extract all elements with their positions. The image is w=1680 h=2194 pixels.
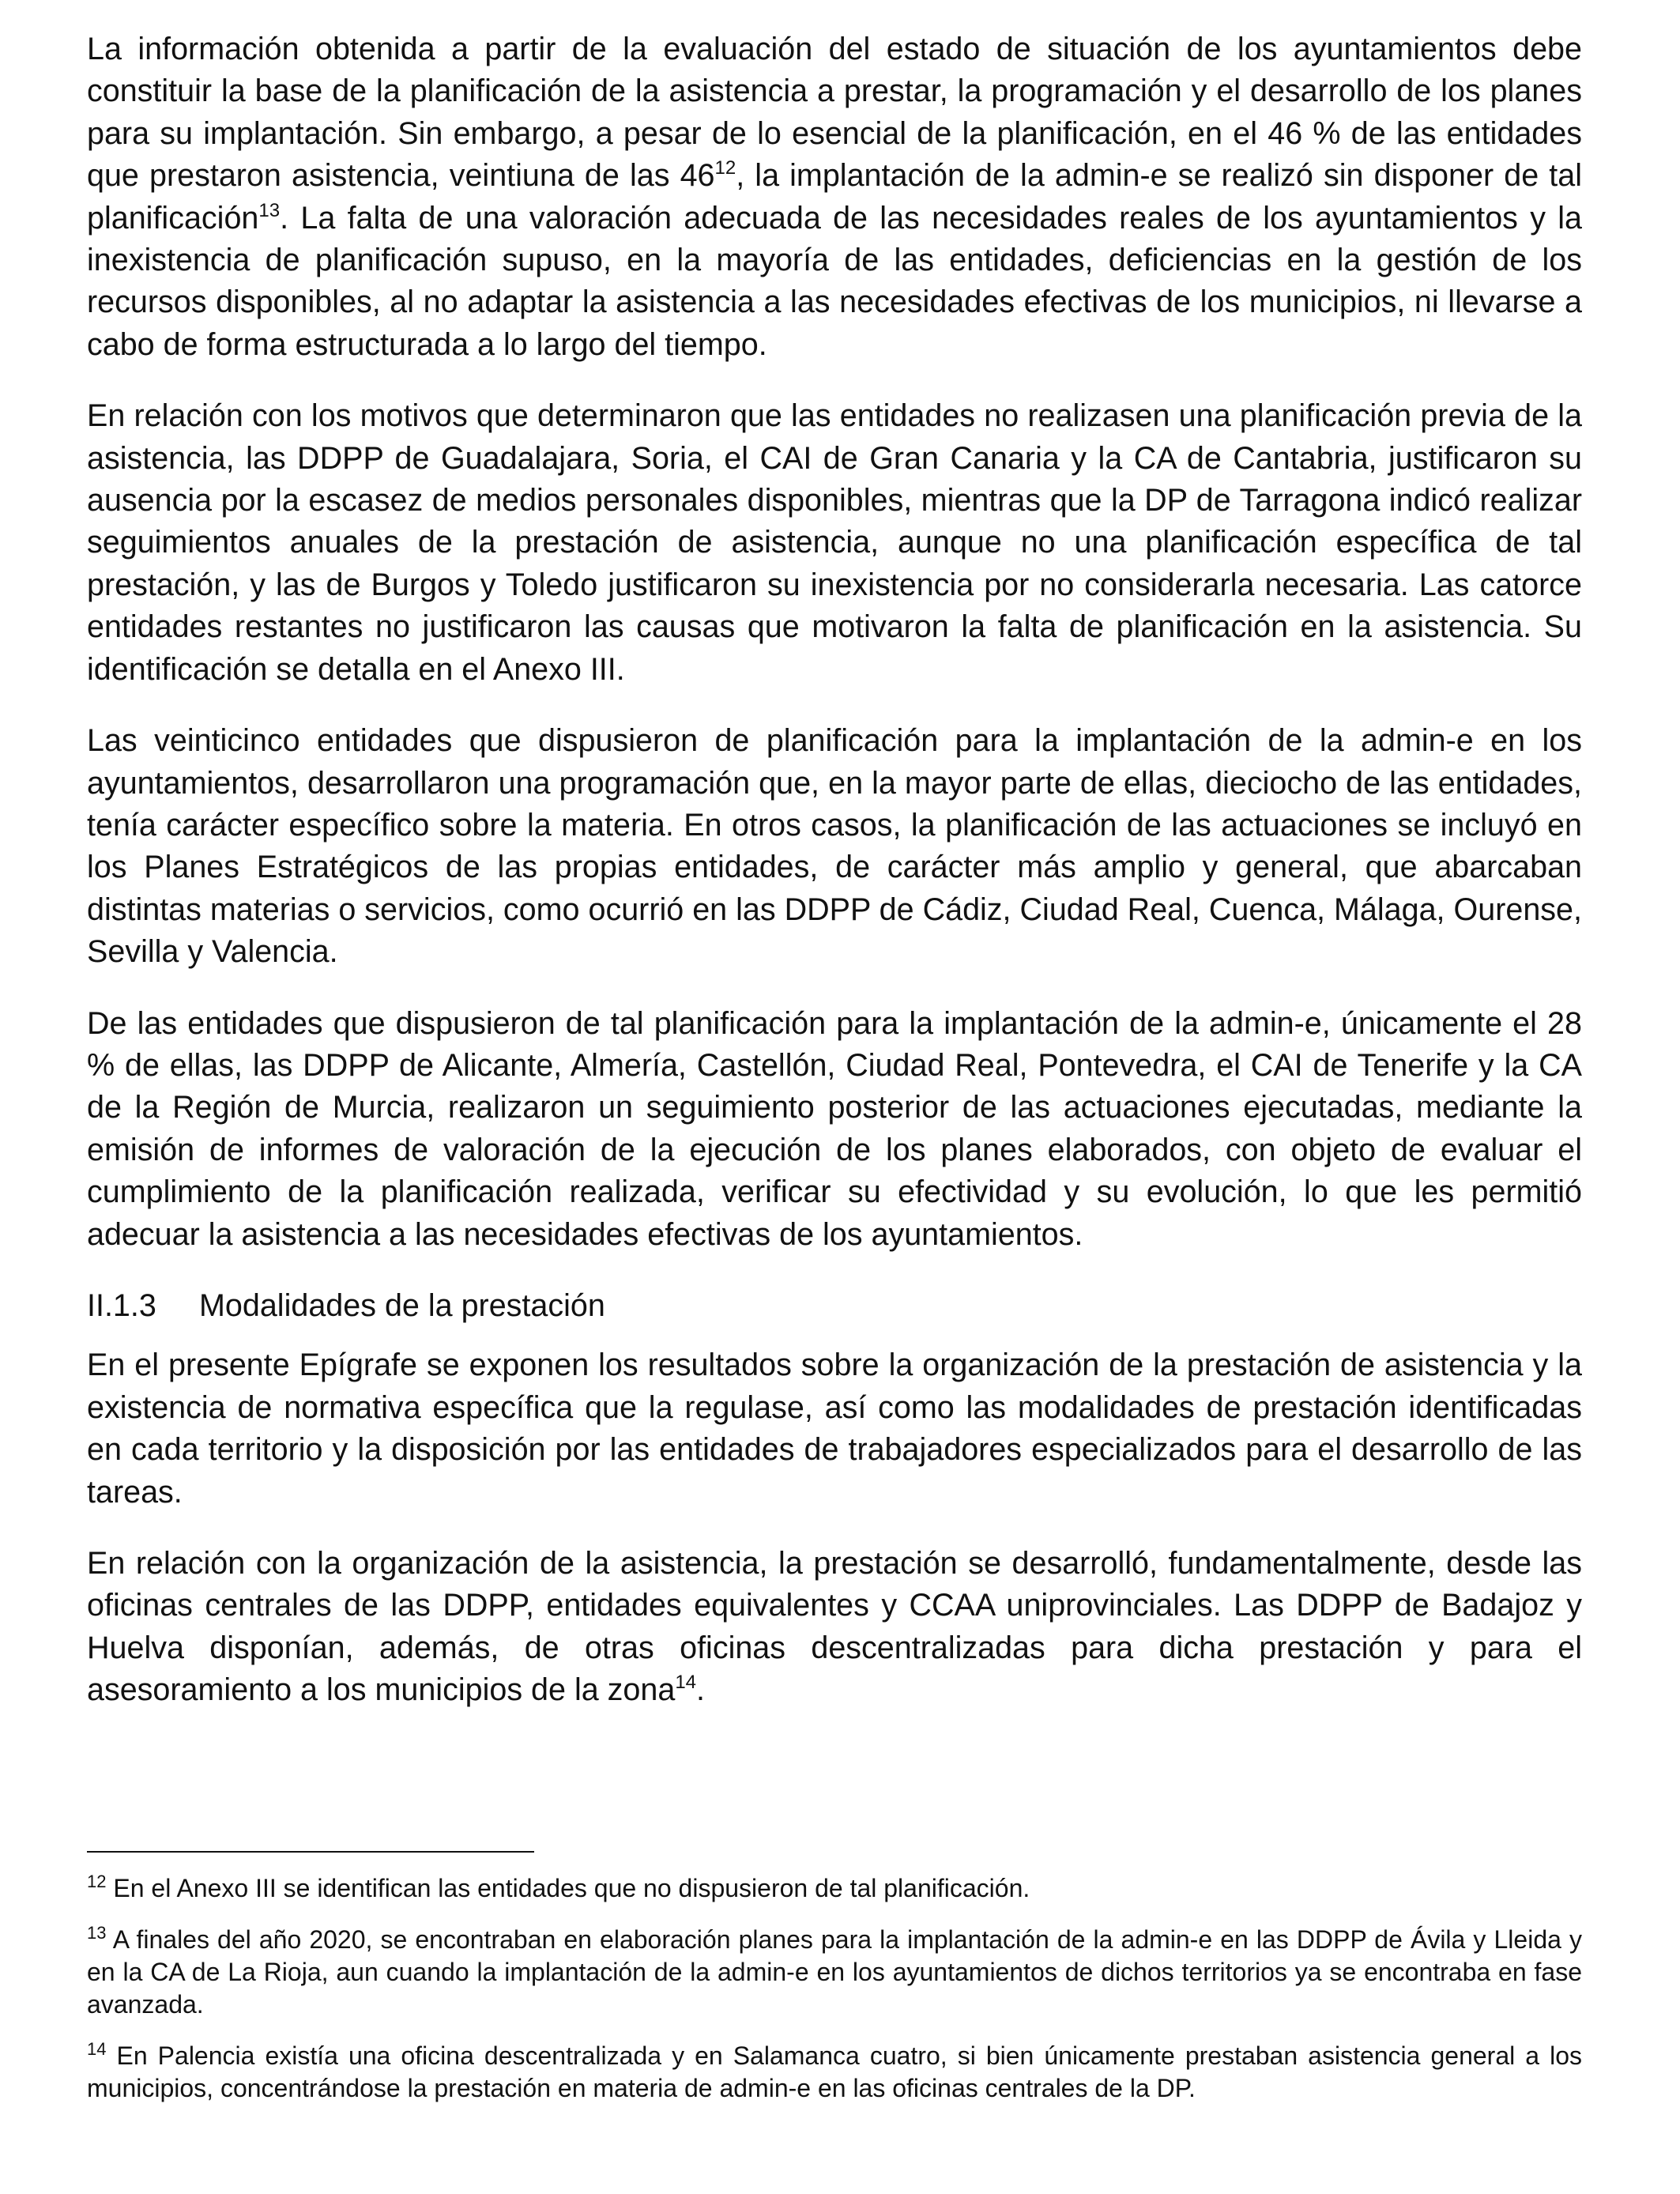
footnote-text: A finales del año 2020, se encontraban en elaboración planes para la implantación de la admin-e en las DDPP de Ávila y Lleida y en la CA de La Rioja, aun cuando la implantación de la admin-e en los ayuntamientos de dichos territorios ya se encontraba en fase avanzada. xyxy=(87,1925,1582,2019)
footnotes-area xyxy=(87,1851,1582,2124)
paragraph-text: La información obtenida a partir de la evaluación del estado de situación de los ayuntamientos debe constituir la base de la planificación de la asistencia a prestar, la programación y el desarrollo de los planes para su implantación. Sin embargo, a pesar de lo esencial de la planificación, en el 46 % de las entidades que prestaron asistencia, veintiuna de las 46 xyxy=(87,32,1582,194)
footnote-ref-14[interactable]: 14 xyxy=(675,1672,697,1694)
footnote-number: 13 xyxy=(87,1923,107,1943)
paragraph-planning-entities: Las veinticinco entidades que dispusieron de planificación para la implantación de la admin-e en los ayuntamientos, desarrollaron una programación que, en la mayor parte de ellas, dieciocho de las entidades, tenía carácter específico sobre la materia. En otros casos, la planificación de las actuaciones se incluyó en los Planes Estratégicos de las propias entidades, de carácter más amplio y general, que abarcaban distintas materias o servicios, como ocurrió en las DDPP de Cádiz, Ciudad Real, Cuenca, Málaga, Ourense, Sevilla y Valencia. xyxy=(87,723,1582,970)
footnote-14 xyxy=(87,2040,1582,2105)
paragraph-planning-followup: De las entidades que dispusieron de tal planificación para la implantación de la admin-e, únicamente el 28 % de ellas, las DDPP de Alicante, Almería, Castellón, Ciudad Real, Pontevedra, el CAI de Tenerife y la CA de la Región de Murcia, realizaron un seguimiento posterior de las actuaciones ejecutadas, mediante la emisión de informes de valoración de la ejecución de los planes elaborados, con objeto de evaluar el cumplimiento de la planificación realizada, verificar su efectividad y su evolución, lo que les permitió adecuar la asistencia a las necesidades efectivas de los ayuntamientos. xyxy=(87,1005,1582,1252)
footnote-13 xyxy=(87,1924,1582,2021)
paragraph-planning-importance xyxy=(87,28,1582,366)
section-title: Modalidades de la prestación xyxy=(199,1287,605,1323)
section-number: II.1.3 xyxy=(87,1287,156,1323)
footnote-number: 14 xyxy=(87,2039,107,2059)
paragraph-organization xyxy=(87,1543,1582,1712)
footnote-ref-13[interactable]: 13 xyxy=(258,199,281,221)
footnote-separator xyxy=(87,1851,534,1853)
footnote-12 xyxy=(87,1872,1582,1905)
footnote-text: En el Anexo III se identifican las entidades que no dispusieron de tal planificación. xyxy=(106,1874,1030,1902)
document-body xyxy=(87,28,1582,1741)
paragraph-text: , la implantación de la admin-e se realizó sin disponer de tal planificación xyxy=(87,158,1582,236)
paragraph-text: . xyxy=(696,1672,706,1708)
paragraph-section-intro: En el presente Epígrafe se exponen los resultados sobre la organización de la prestación de asistencia y la existencia de normativa específica que la regulase, así como las modalidades de prestación identificadas en cada territorio y la disposición por las entidades de trabajadores especializados para el desarrollo de las tareas. xyxy=(87,1348,1582,1510)
footnote-text: En Palencia existía una oficina descentralizada y en Salamanca cuatro, si bien únicamente prestaban asistencia general a los municipios, concentrándose la prestación en materia de admin-e en las oficinas centrales de la DP. xyxy=(87,2041,1582,2102)
footnote-number: 12 xyxy=(87,1872,107,1891)
footnote-ref-12[interactable]: 12 xyxy=(714,157,736,179)
section-heading xyxy=(87,1285,1582,1327)
paragraph-text: En relación con la organización de la asistencia, la prestación se desarrolló, fundamentalmente, desde las oficinas centrales de las DDPP, entidades equivalentes y CCAA uniprovinciales. Las DDPP de Badajoz y Huelva disponían, además, de otras oficinas descentralizadas para dicha prestación y para el asesoramiento a los municipios de la zona xyxy=(87,1546,1582,1708)
paragraph-text: . La falta de una valoración adecuada de las necesidades reales de los ayuntamientos y la inexistencia de planificación supuso, en la mayoría de las entidades, deficiencias en la gestión de los recursos disponibles, al no adaptar la asistencia a las necesidades efectivas de los municipios, ni llevarse a cabo de forma estructurada a lo largo del tiempo. xyxy=(87,200,1582,362)
paragraph-planning-reasons: En relación con los motivos que determinaron que las entidades no realizasen una planificación previa de la asistencia, las DDPP de Guadalajara, Soria, el CAI de Gran Canaria y la CA de Cantabria, justificaron su ausencia por la escasez de medios personales disponibles, mientras que la DP de Tarragona indicó realizar seguimientos anuales de la prestación de asistencia, aunque no una planificación específica de tal prestación, y las de Burgos y Toledo justificaron su inexistencia por no considerarla necesaria. Las catorce entidades restantes no justificaron las causas que motivaron la falta de planificación en la asistencia. Su identificación se detalla en el Anexo III. xyxy=(87,398,1582,687)
